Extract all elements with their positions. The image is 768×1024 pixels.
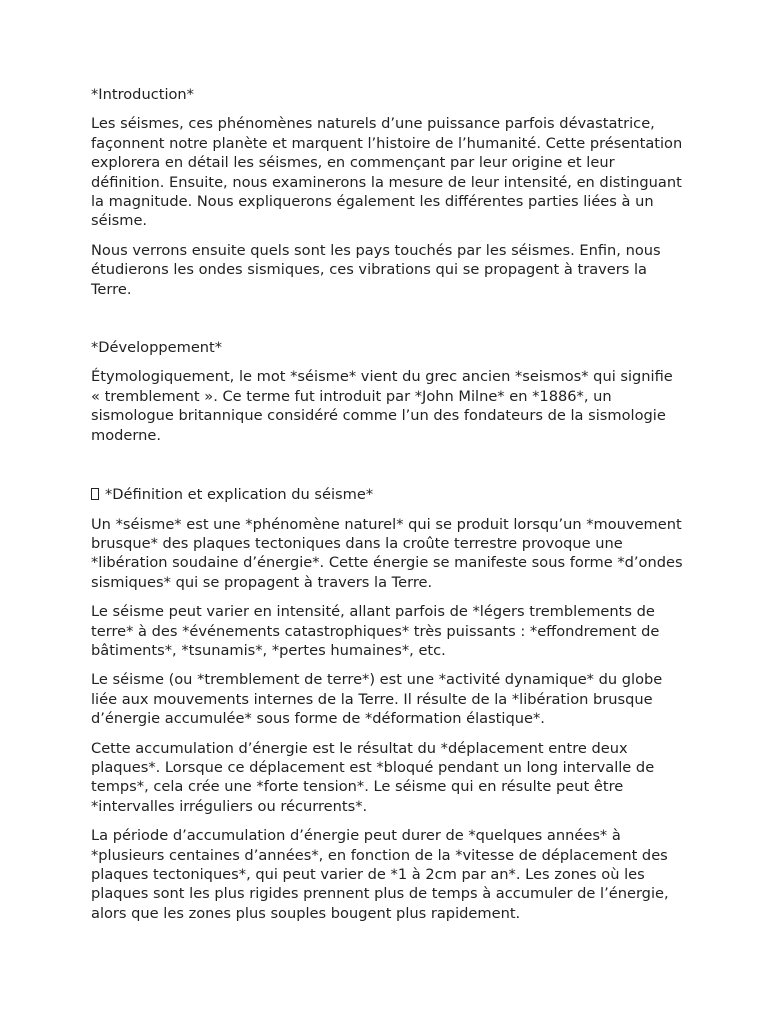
definition-heading-line bbox=[91, 485, 683, 504]
section-spacer bbox=[91, 309, 683, 338]
missing-glyph-icon bbox=[91, 488, 99, 500]
document-body bbox=[91, 85, 683, 933]
development-heading: *Développement* bbox=[91, 339, 223, 357]
intro-paragraph-1: Les séismes, ces phénomènes naturels d’une puissance parfois dévastatrice, façonnent notre planète et marquent l’histoire de l’humanité. Cette présentation explorera en détail les séismes, en commençant par leur origine et leur définition. Ensuite, nous examinerons la mesure de leur intensité, en distinguant la magnitude. Nous expliquerons également les différentes parties liées à un séisme. bbox=[91, 115, 683, 230]
intro-heading: *Introduction* bbox=[91, 86, 194, 103]
development-paragraph-1: Étymologiquement, le mot *séisme* vient du grec ancien *seismos* qui signifie « tremblement ». Ce terme fut introduit par *John Milne* en *1886*, un sismologue britannique considéré comme l’un des fondateurs de la sismologie moderne. bbox=[91, 368, 673, 444]
definition-heading: *Définition et explication du séisme* bbox=[105, 486, 374, 504]
definition-paragraph-3: Le séisme (ou *tremblement de terre*) est une *activité dynamique* du globe liée aux mouvements internes de la Terre. Il résulte de la *libération brusque d’énergie accumulée* sous forme de *déformation élastique*. bbox=[91, 671, 663, 728]
definition-paragraph-5: La période d’accumulation d’énergie peut durer de *quelques années* à *plusieurs centaines d’années*, en fonction de la *vitesse de déplacement des plaques tectoniques*, qui peut varier de *1 à 2cm par an*. Les zones où les plaques sont les plus rigides prennent plus de temps à accumuler de l’énergie, alors que les zones plus souples bougent plus rapidement. bbox=[91, 827, 669, 922]
intro-paragraph-2: Nous verrons ensuite quels sont les pays touchés par les séismes. Enfin, nous étudierons les ondes sismiques, ces vibrations qui se propagent à travers la Terre. bbox=[91, 241, 661, 298]
definition-paragraph-2: Le séisme peut varier en intensité, allant parfois de *légers tremblements de terre* à des *événements catastrophiques* très puissants : *effondrement de bâtiments*, *tsunamis*, *pertes humaines*, etc. bbox=[91, 603, 660, 659]
section-spacer bbox=[91, 455, 683, 485]
definition-paragraph-1: Un *séisme* est une *phénomène naturel* qui se produit lorsqu’un *mouvement brusque* des plaques tectoniques dans la croûte terrestre provoque une *libération soudaine d’énergie*. Cette énergie se manifeste sous forme *d’ondes sismiques* qui se propagent à travers la Terre. bbox=[91, 515, 683, 591]
definition-paragraph-4: Cette accumulation d’énergie est le résultat du *déplacement entre deux plaques*. Lorsque ce déplacement est *bloqué pendant un long intervalle de temps*, cela crée une *forte tension*. Le séisme qui en résulte peut être *intervalles irréguliers ou récurrents*. bbox=[91, 739, 655, 815]
